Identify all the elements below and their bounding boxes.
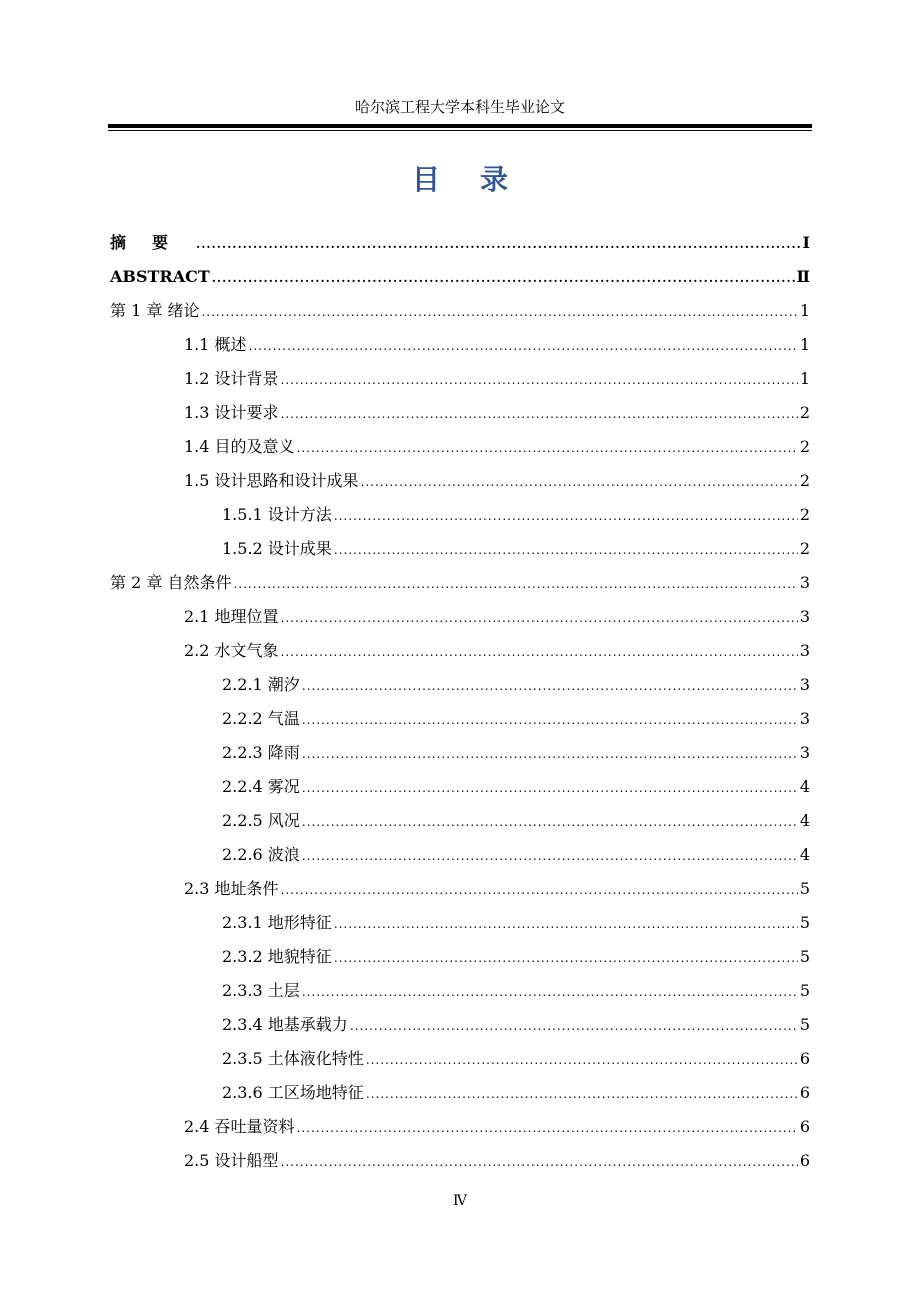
toc-leader-dots <box>281 1145 798 1179</box>
toc-entry-label: 第 2 章 自然条件 <box>110 573 232 592</box>
toc-entry-label: 1.1 概述 <box>184 335 247 354</box>
toc-leader-dots <box>302 703 798 737</box>
toc-entry-page: 2 <box>799 437 810 456</box>
toc-entry-label: 2.3.5 土体液化特性 <box>222 1049 364 1068</box>
toc-entry-page: 1 <box>799 369 810 388</box>
toc-entry[interactable] <box>110 906 810 940</box>
toc-entry-label: 2.2.2 气温 <box>222 709 300 728</box>
toc-entry-page: 4 <box>799 845 810 864</box>
toc-entry[interactable] <box>110 1076 810 1110</box>
toc-leader-dots <box>281 635 798 669</box>
toc-entry-page: 2 <box>799 403 810 422</box>
toc-leader-dots <box>366 1043 798 1077</box>
toc-entry-page: 6 <box>799 1151 810 1170</box>
toc-entry-page: 6 <box>799 1049 810 1068</box>
toc-entry-label: 2.2.3 降雨 <box>222 743 300 762</box>
toc-entry-label: 2.2.1 潮汐 <box>222 675 300 694</box>
toc-entry-label: 2.3.2 地貌特征 <box>222 947 332 966</box>
toc-entry-label: ABSTRACT <box>110 267 210 286</box>
toc-leader-dots <box>366 1077 798 1111</box>
toc-entry-page: 5 <box>799 879 810 898</box>
toc-entry-label: 摘要 <box>110 233 195 252</box>
toc-entry-page: 3 <box>799 675 810 694</box>
toc-entry-page: 4 <box>799 777 810 796</box>
toc-entry[interactable] <box>110 974 810 1008</box>
toc-leader-dots <box>302 669 798 703</box>
toc-entry[interactable] <box>110 668 810 702</box>
toc-entry[interactable] <box>110 532 810 566</box>
toc-entry-page: 3 <box>799 709 810 728</box>
toc-entry[interactable] <box>110 464 810 498</box>
toc-leader-dots <box>302 771 798 805</box>
toc-entry-label: 1.5.2 设计成果 <box>222 539 332 558</box>
toc-leader-dots <box>302 805 798 839</box>
toc-entry-label: 2.3.3 土层 <box>222 981 300 1000</box>
toc-entry-label: 1.3 设计要求 <box>184 403 279 422</box>
toc-leader-dots <box>361 465 798 499</box>
toc-entry[interactable] <box>110 634 810 668</box>
toc-leader-dots <box>249 329 798 363</box>
toc-entry-page: 2 <box>799 539 810 558</box>
toc-entry[interactable] <box>110 940 810 974</box>
toc-entry-page: 6 <box>799 1117 810 1136</box>
toc-leader-dots <box>350 1009 798 1043</box>
toc-entry[interactable] <box>110 1008 810 1042</box>
toc-entry-page: 1 <box>799 301 810 320</box>
toc-entry-page: Ⅱ <box>796 267 810 286</box>
toc-entry-label: 第 1 章 绪论 <box>110 301 200 320</box>
toc-entry[interactable] <box>110 702 810 736</box>
toc-entry-label: 1.5.1 设计方法 <box>222 505 332 524</box>
toc-leader-dots <box>302 839 798 873</box>
toc-entry-page: 5 <box>799 981 810 1000</box>
toc-leader-dots <box>334 533 798 567</box>
toc-entry[interactable] <box>110 1110 810 1144</box>
toc-leader-dots <box>196 227 801 261</box>
toc-entry-page: Ⅰ <box>802 233 810 252</box>
toc-entry-label: 2.3 地址条件 <box>184 879 279 898</box>
toc-leader-dots <box>281 363 798 397</box>
toc-entry-page: 6 <box>799 1083 810 1102</box>
toc-entry[interactable] <box>110 1144 810 1178</box>
toc-entry-label: 1.2 设计背景 <box>184 369 279 388</box>
toc-entry[interactable] <box>110 838 810 872</box>
toc-entry-label: 2.2.4 雾况 <box>222 777 300 796</box>
toc-entry[interactable] <box>110 328 810 362</box>
toc-leader-dots <box>334 499 798 533</box>
toc-entry[interactable] <box>110 770 810 804</box>
toc-entry-page: 3 <box>799 743 810 762</box>
toc-entry[interactable] <box>110 804 810 838</box>
toc-leader-dots <box>281 601 798 635</box>
toc-entry-label: 2.3.4 地基承载力 <box>222 1015 348 1034</box>
running-header: 哈尔滨工程大学本科生毕业论文 <box>354 98 565 116</box>
header-rule-thin <box>108 130 812 131</box>
toc-entry[interactable] <box>110 736 810 770</box>
toc-leader-dots <box>233 567 797 601</box>
toc-entry-page: 3 <box>799 607 810 626</box>
toc-entry-page: 4 <box>799 811 810 830</box>
toc-entry-label: 2.2 水文气象 <box>184 641 279 660</box>
toc-entry[interactable] <box>110 1042 810 1076</box>
toc-entry-label: 2.2.6 波浪 <box>222 845 300 864</box>
toc-entry-label: 2.3.6 工区场地特征 <box>222 1083 364 1102</box>
toc-entry[interactable] <box>110 498 810 532</box>
toc-leader-dots <box>302 737 798 771</box>
toc-entry[interactable] <box>110 430 810 464</box>
toc-leader-dots <box>212 261 795 295</box>
toc-leader-dots <box>334 907 798 941</box>
page-number: Ⅳ <box>453 1193 467 1209</box>
toc-leader-dots <box>334 941 798 975</box>
toc-entry-page: 1 <box>799 335 810 354</box>
toc-leader-dots <box>297 1111 798 1145</box>
toc-entry[interactable] <box>110 600 810 634</box>
toc-entry-page: 2 <box>799 505 810 524</box>
toc-leader-dots <box>201 295 797 329</box>
toc-entry-label: 1.5 设计思路和设计成果 <box>184 471 359 490</box>
toc-entry[interactable] <box>110 294 810 328</box>
toc-entry-page: 5 <box>799 947 810 966</box>
toc-entry[interactable] <box>110 260 810 294</box>
toc-entry-page: 5 <box>799 1015 810 1034</box>
toc-entry-page: 3 <box>799 641 810 660</box>
toc-entry-page: 5 <box>799 913 810 932</box>
toc-leader-dots <box>297 431 798 465</box>
header-rule-thick <box>108 124 812 128</box>
toc-entry-label: 2.3.1 地形特征 <box>222 913 332 932</box>
toc-title: 目录 <box>411 163 548 196</box>
toc-leader-dots <box>281 397 798 431</box>
toc-entry-label: 2.2.5 风况 <box>222 811 300 830</box>
table-of-contents <box>110 226 810 1178</box>
toc-entry-page: 2 <box>799 471 810 490</box>
toc-entry-label: 2.4 吞吐量资料 <box>184 1117 295 1136</box>
toc-leader-dots <box>302 975 798 1009</box>
toc-entry-label: 2.1 地理位置 <box>184 607 279 626</box>
toc-entry[interactable] <box>110 362 810 396</box>
toc-entry-page: 3 <box>799 573 810 592</box>
toc-leader-dots <box>281 873 798 907</box>
toc-entry-label: 1.4 目的及意义 <box>184 437 295 456</box>
toc-entry[interactable] <box>110 226 810 260</box>
toc-entry[interactable] <box>110 566 810 600</box>
toc-entry-label: 2.5 设计船型 <box>184 1151 279 1170</box>
toc-entry[interactable] <box>110 872 810 906</box>
toc-entry[interactable] <box>110 396 810 430</box>
